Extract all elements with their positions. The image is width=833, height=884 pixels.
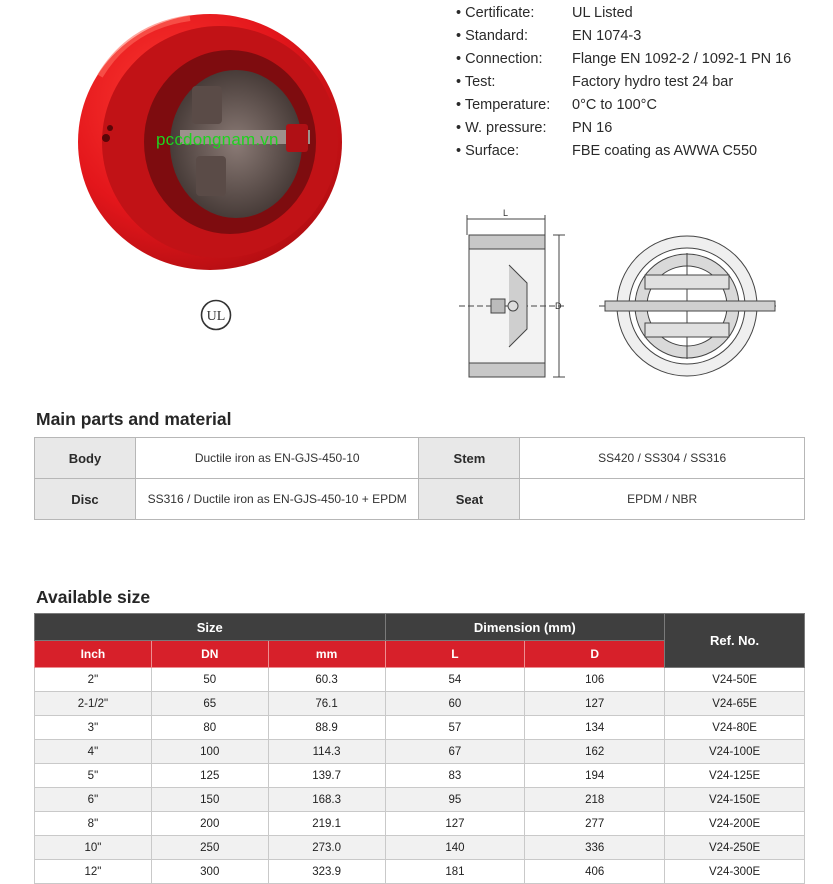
spec-row: [456, 1, 791, 24]
part-material: EPDM / NBR: [520, 479, 805, 520]
table-cell: 8": [35, 812, 152, 836]
spec-value: Factory hydro test 24 bar: [572, 73, 734, 90]
technical-drawing: [455, 205, 795, 385]
table-cell: V24-150E: [665, 788, 805, 812]
table-cell: 336: [525, 836, 665, 860]
column-header: Inch: [35, 641, 152, 668]
table-cell: 67: [385, 740, 525, 764]
spec-row: [456, 93, 791, 116]
spec-row: [456, 24, 791, 47]
dimension-group-header: Dimension (mm): [385, 614, 665, 641]
table-cell: 50: [151, 668, 268, 692]
parts-row: [35, 479, 805, 520]
spec-label: • Test:: [456, 73, 496, 90]
spec-value: PN 16: [572, 119, 613, 136]
table-cell: 127: [525, 692, 665, 716]
table-cell: 140: [385, 836, 525, 860]
size-section-title: Available size: [36, 587, 151, 607]
column-header: L: [385, 641, 525, 668]
table-cell: 2": [35, 668, 152, 692]
table-cell: 277: [525, 812, 665, 836]
table-cell: 4": [35, 740, 152, 764]
table-cell: 162: [525, 740, 665, 764]
table-row: [35, 716, 805, 740]
drawing-label-d: D: [555, 301, 562, 311]
table-cell: 150: [151, 788, 268, 812]
table-cell: 273.0: [268, 836, 385, 860]
table-cell: 88.9: [268, 716, 385, 740]
table-row: [35, 692, 805, 716]
spec-label: • Standard:: [456, 27, 528, 44]
table-row: [35, 740, 805, 764]
table-cell: 127: [385, 812, 525, 836]
table-cell: V24-80E: [665, 716, 805, 740]
table-cell: 3": [35, 716, 152, 740]
spec-value: 0°C to 100°C: [572, 96, 657, 113]
table-cell: 218: [525, 788, 665, 812]
spec-label: • Surface:: [456, 142, 520, 159]
table-cell: 100: [151, 740, 268, 764]
table-cell: 139.7: [268, 764, 385, 788]
part-material: Ductile iron as EN-GJS-450-10: [135, 438, 419, 479]
spec-row: [456, 70, 791, 93]
table-cell: 194: [525, 764, 665, 788]
spec-row: [456, 116, 791, 139]
column-header: mm: [268, 641, 385, 668]
part-material: SS316 / Ductile iron as EN-GJS-450-10 + EPDM: [135, 479, 419, 520]
column-header: D: [525, 641, 665, 668]
column-header: DN: [151, 641, 268, 668]
table-cell: 95: [385, 788, 525, 812]
table-row: [35, 668, 805, 692]
spec-value: UL Listed: [572, 4, 633, 21]
table-cell: V24-65E: [665, 692, 805, 716]
table-cell: 80: [151, 716, 268, 740]
watermark-text: pccdongnam.vn: [156, 130, 279, 149]
spec-label: • Certificate:: [456, 4, 535, 21]
table-cell: 125: [151, 764, 268, 788]
spec-label: • Connection:: [456, 50, 543, 67]
size-table: [34, 613, 805, 884]
part-material: SS420 / SS304 / SS316: [520, 438, 805, 479]
table-cell: 10": [35, 836, 152, 860]
table-cell: 57: [385, 716, 525, 740]
table-cell: 300: [151, 860, 268, 884]
table-cell: 106: [525, 668, 665, 692]
spec-value: EN 1074-3: [572, 27, 642, 44]
parts-row: [35, 438, 805, 479]
table-cell: 168.3: [268, 788, 385, 812]
table-cell: 6": [35, 788, 152, 812]
table-cell: 12": [35, 860, 152, 884]
table-cell: 65: [151, 692, 268, 716]
spec-row: [456, 47, 791, 70]
table-cell: V24-300E: [665, 860, 805, 884]
table-row: [35, 836, 805, 860]
part-label: Body: [35, 438, 136, 479]
table-cell: 134: [525, 716, 665, 740]
table-cell: V24-125E: [665, 764, 805, 788]
part-label: Stem: [419, 438, 520, 479]
ul-mark-text: UL: [206, 309, 226, 324]
table-cell: V24-250E: [665, 836, 805, 860]
part-label: Seat: [419, 479, 520, 520]
table-row: [35, 764, 805, 788]
spec-label: • Temperature:: [456, 96, 551, 113]
size-group-header: Size: [35, 614, 386, 641]
spec-value: Flange EN 1092-2 / 1092-1 PN 16: [572, 50, 792, 67]
ul-certification-icon: [200, 299, 232, 331]
table-cell: 83: [385, 764, 525, 788]
table-cell: 219.1: [268, 812, 385, 836]
spec-label: • W. pressure:: [456, 119, 547, 136]
table-cell: 76.1: [268, 692, 385, 716]
table-cell: V24-100E: [665, 740, 805, 764]
table-cell: 181: [385, 860, 525, 884]
table-cell: 60.3: [268, 668, 385, 692]
part-label: Disc: [35, 479, 136, 520]
table-cell: 5": [35, 764, 152, 788]
drawing-label-l: L: [503, 208, 509, 218]
table-cell: 250: [151, 836, 268, 860]
spec-value: FBE coating as AWWA C550: [572, 142, 758, 159]
table-cell: 114.3: [268, 740, 385, 764]
parts-section-title: Main parts and material: [36, 409, 232, 429]
parts-table: [34, 437, 805, 520]
spec-list: [456, 1, 791, 162]
ref-no-header: Ref. No.: [665, 614, 805, 668]
table-cell: 60: [385, 692, 525, 716]
spec-row: [456, 139, 791, 162]
table-row: [35, 788, 805, 812]
table-cell: 323.9: [268, 860, 385, 884]
table-cell: V24-200E: [665, 812, 805, 836]
table-cell: 406: [525, 860, 665, 884]
table-row: [35, 812, 805, 836]
table-cell: 200: [151, 812, 268, 836]
table-cell: V24-50E: [665, 668, 805, 692]
table-cell: 2-1/2": [35, 692, 152, 716]
table-cell: 54: [385, 668, 525, 692]
